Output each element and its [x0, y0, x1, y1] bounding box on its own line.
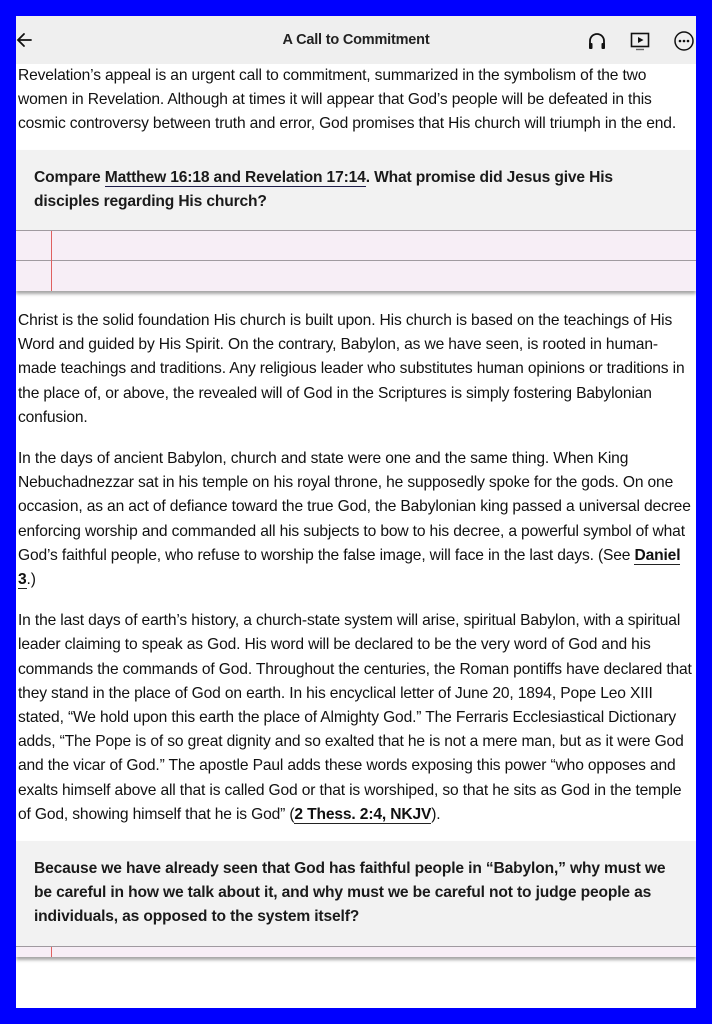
paragraph-3: [18, 447, 694, 592]
intro-paragraph: Revelation’s appeal is an urgent call to commitment, summarized in the symbolism of the two women in Revelation. Although at times it will appear that God’s people will be defeated in this cosmic controversy between truth and error, God promises that His church will triumph in the end.: [18, 67, 677, 133]
margin-line: [51, 947, 52, 957]
margin-line: [51, 231, 52, 291]
headphones-icon[interactable]: [586, 30, 608, 52]
question-suffix: . What promise did Jesus give His disciples regarding His church?: [34, 168, 613, 210]
scripture-link-daniel-3[interactable]: Daniel 3: [18, 546, 681, 589]
answer-input-2[interactable]: [16, 946, 696, 957]
paragraph-3-text: In the days of ancient Babylon, church and state were one and the same thing. When King Nebuchadnezzar sat in his temple on his royal throne, he supposedly spoke for the gods. On one occasion, as an act of defiance toward the true God, the Babylonian king passed a universal decree enforcing worship and commanded all his subjects to bow to his decree, a powerful symbol of what God’s faithful people, who refuse to worship the false image, will face in the last days. (See: [18, 450, 691, 564]
paragraph-4: [18, 609, 694, 827]
top-bar: [16, 16, 696, 64]
video-play-icon[interactable]: [629, 30, 651, 52]
paragraph-4-text: In the last days of earth’s history, a church-state system will arise, spiritual Babylon, with a spiritual leader claiming to speak as God. His word will be declared to be the very word of God and his commands the commands of God. Throughout the centuries, the Roman pontiffs have declared that they stand in the place of God on earth. In his encyclical letter of June 20, 1894, Pope Leo XIII stated, “We hold upon this earth the place of Almighty God.” The Ferraris Ecclesiastical Dictionary adds, “The Pope is of so great dignity and so exalted that he is not a mere man, but as it were God and the vicar of God.” The apostle Paul adds these words exposing this power “who opposes and exalts himself above all that is called God or that is worshiped, so that he sits as God in the temple of God, showing himself that he is God” (: [18, 612, 692, 823]
paragraph-4-suffix: ).: [431, 805, 441, 823]
more-options-icon[interactable]: [673, 30, 695, 52]
question-text-1: [16, 150, 696, 230]
question-box-1: [16, 150, 696, 291]
answer-input-1[interactable]: [16, 230, 696, 291]
lesson-content: [16, 64, 696, 957]
question-box-2: [16, 841, 696, 957]
paragraph-3-suffix: .): [26, 571, 36, 589]
ruled-line: [16, 260, 696, 261]
paragraph-2: Christ is the solid foundation His church is built upon. His church is based on the teachings of His Word and guided by His Spirit. On the contrary, Babylon, as we have seen, is rooted in human-made teachings and traditions. Any religious leader who substitutes human opinions or traditions in the place of, or above, the revealed will of God in the Scriptures is simply fostering Babylonian confusion.: [18, 312, 685, 426]
scripture-link-matthew-revelation[interactable]: Matthew 16:18 and Revelation 17:14: [104, 168, 366, 186]
question-prefix: Compare: [34, 168, 105, 186]
scripture-link-2-thess[interactable]: 2 Thess. 2:4, NKJV: [294, 805, 432, 823]
question-text-2: Because we have already seen that God has faithful people in “Babylon,” why must we be careful in how we talk about it, and why must we be careful not to judge people as individuals, as opposed to the system itself?: [34, 860, 666, 926]
app-window: [16, 16, 696, 1008]
page-title: A Call to Commitment: [282, 32, 430, 48]
